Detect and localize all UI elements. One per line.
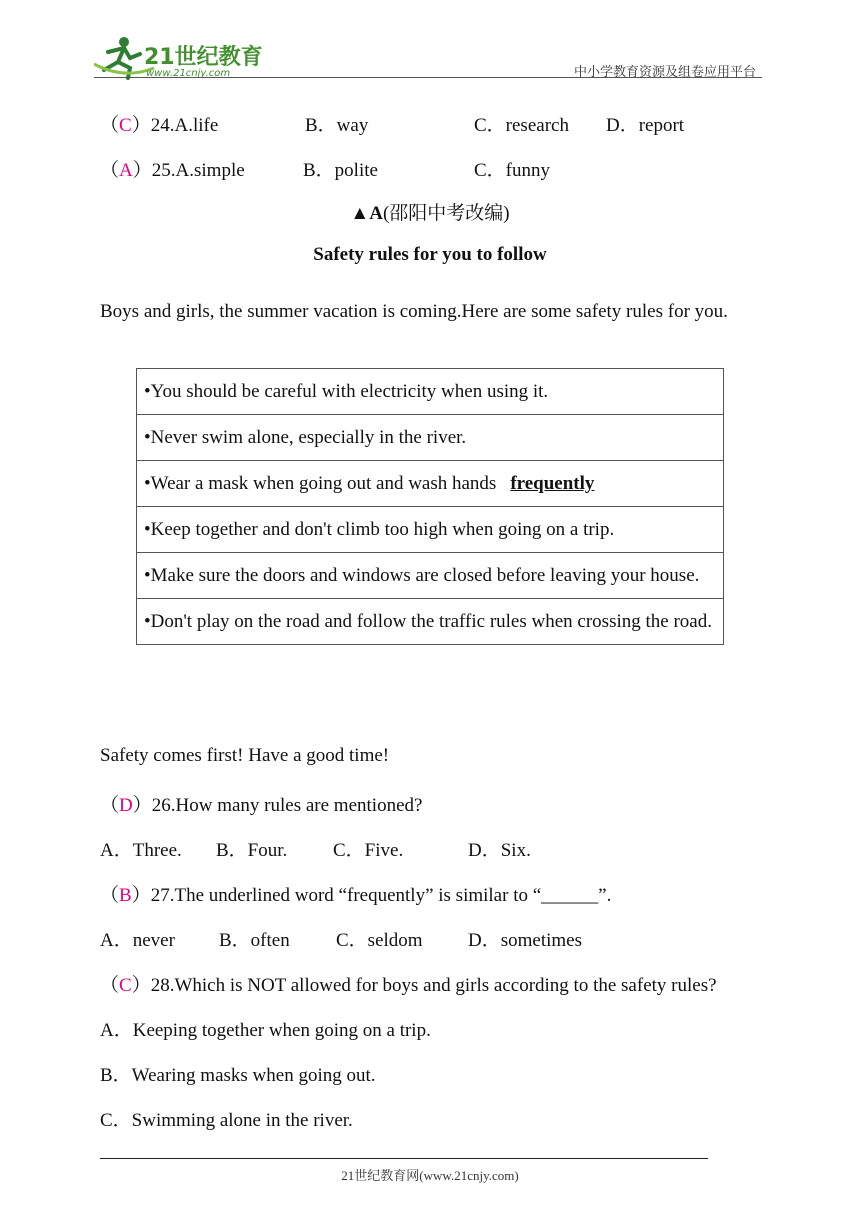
table-row (137, 553, 724, 599)
header-divider (94, 77, 762, 78)
q26-stem: 26.How many rules are mentioned? (151, 795, 423, 816)
q27-stem: 27.The underlined word “frequently” is similar to “______”. (150, 885, 612, 906)
rule-cell: •Never swim alone, especially in the river. (137, 415, 724, 461)
article-intro: Boys and girls, the summer vacation is coming.Here are some safety rules for you. (100, 301, 728, 322)
q27-option-c: C．seldom (336, 930, 423, 951)
q24-option-b: B．way (305, 115, 369, 136)
table-row (137, 507, 724, 553)
question-28: （C）28.Which is NOT allowed for boys and girls according to the safety rules? (100, 975, 717, 996)
answer-26: D (119, 795, 133, 816)
question-27: （B）27.The underlined word “frequently” is similar to “______”. (100, 885, 612, 906)
logo-text: 21世纪教育 (144, 45, 263, 70)
q26-option-a: A．Three. (100, 840, 182, 861)
question-26: （D）26.How many rules are mentioned? (100, 795, 423, 816)
rule-text: •Wear a mask when going out and wash hands (144, 473, 497, 494)
q28-option-c: C．Swimming alone in the river. (100, 1110, 353, 1131)
answer-28: C (119, 975, 132, 996)
q25-option-a: 25.A.simple (151, 160, 245, 181)
q25-option-c: C．funny (474, 160, 551, 181)
answer-24: C (119, 115, 132, 136)
q26-option-b: B．Four. (216, 840, 288, 861)
section-label: ▲A (350, 203, 383, 224)
q24-option-a: 24.A.life (150, 115, 219, 136)
q28-option-a: A．Keeping together when going on a trip. (100, 1020, 431, 1041)
q26-option-d: D．Six. (468, 840, 531, 861)
underlined-word: frequently (510, 473, 595, 494)
rule-cell: •Keep together and don't climb too high when going on a trip. (137, 507, 724, 553)
answer-25: A (119, 160, 133, 181)
q28-option-b: B．Wearing masks when going out. (100, 1065, 376, 1086)
footer-text: 21世纪教育网(www.21cnjy.com) (341, 1168, 519, 1183)
table-row (137, 415, 724, 461)
rule-cell: •Don't play on the road and follow the traffic rules when crossing the road. (137, 599, 724, 645)
rules-table (136, 368, 724, 645)
header-platform-text: 中小学教育资源及组卷应用平台 (573, 65, 756, 80)
q24-option-c: C．research (474, 115, 569, 136)
section-heading (0, 198, 860, 225)
q26-option-c: C．Five. (333, 840, 404, 861)
answer-27: B (119, 885, 132, 906)
q27-option-a: A．never (100, 930, 175, 951)
table-row (137, 369, 724, 415)
logo-url: www.21cnjy.com (146, 68, 231, 79)
q28-stem: 28.Which is NOT allowed for boys and girls according to the safety rules? (150, 975, 717, 996)
rule-cell: •You should be careful with electricity when using it. (137, 369, 724, 415)
q27-option-b: B．often (219, 930, 290, 951)
article-title: Safety rules for you to follow (313, 244, 547, 265)
table-row (137, 599, 724, 645)
footer-divider (100, 1158, 708, 1159)
table-row (137, 461, 724, 507)
question-24: （C）24.A.life (100, 115, 219, 136)
article-closing: Safety comes first! Have a good time! (100, 745, 390, 766)
section-source: (邵阳中考改编) (382, 203, 510, 224)
question-25: （A）25.A.simple (100, 160, 245, 181)
q25-option-b: B．polite (303, 160, 378, 181)
rule-cell: •Make sure the doors and windows are closed before leaving your house. (137, 553, 724, 599)
site-logo (94, 34, 264, 80)
rule-cell (137, 461, 724, 507)
q27-option-d: D．sometimes (468, 930, 582, 951)
q24-option-d: D．report (606, 115, 685, 136)
